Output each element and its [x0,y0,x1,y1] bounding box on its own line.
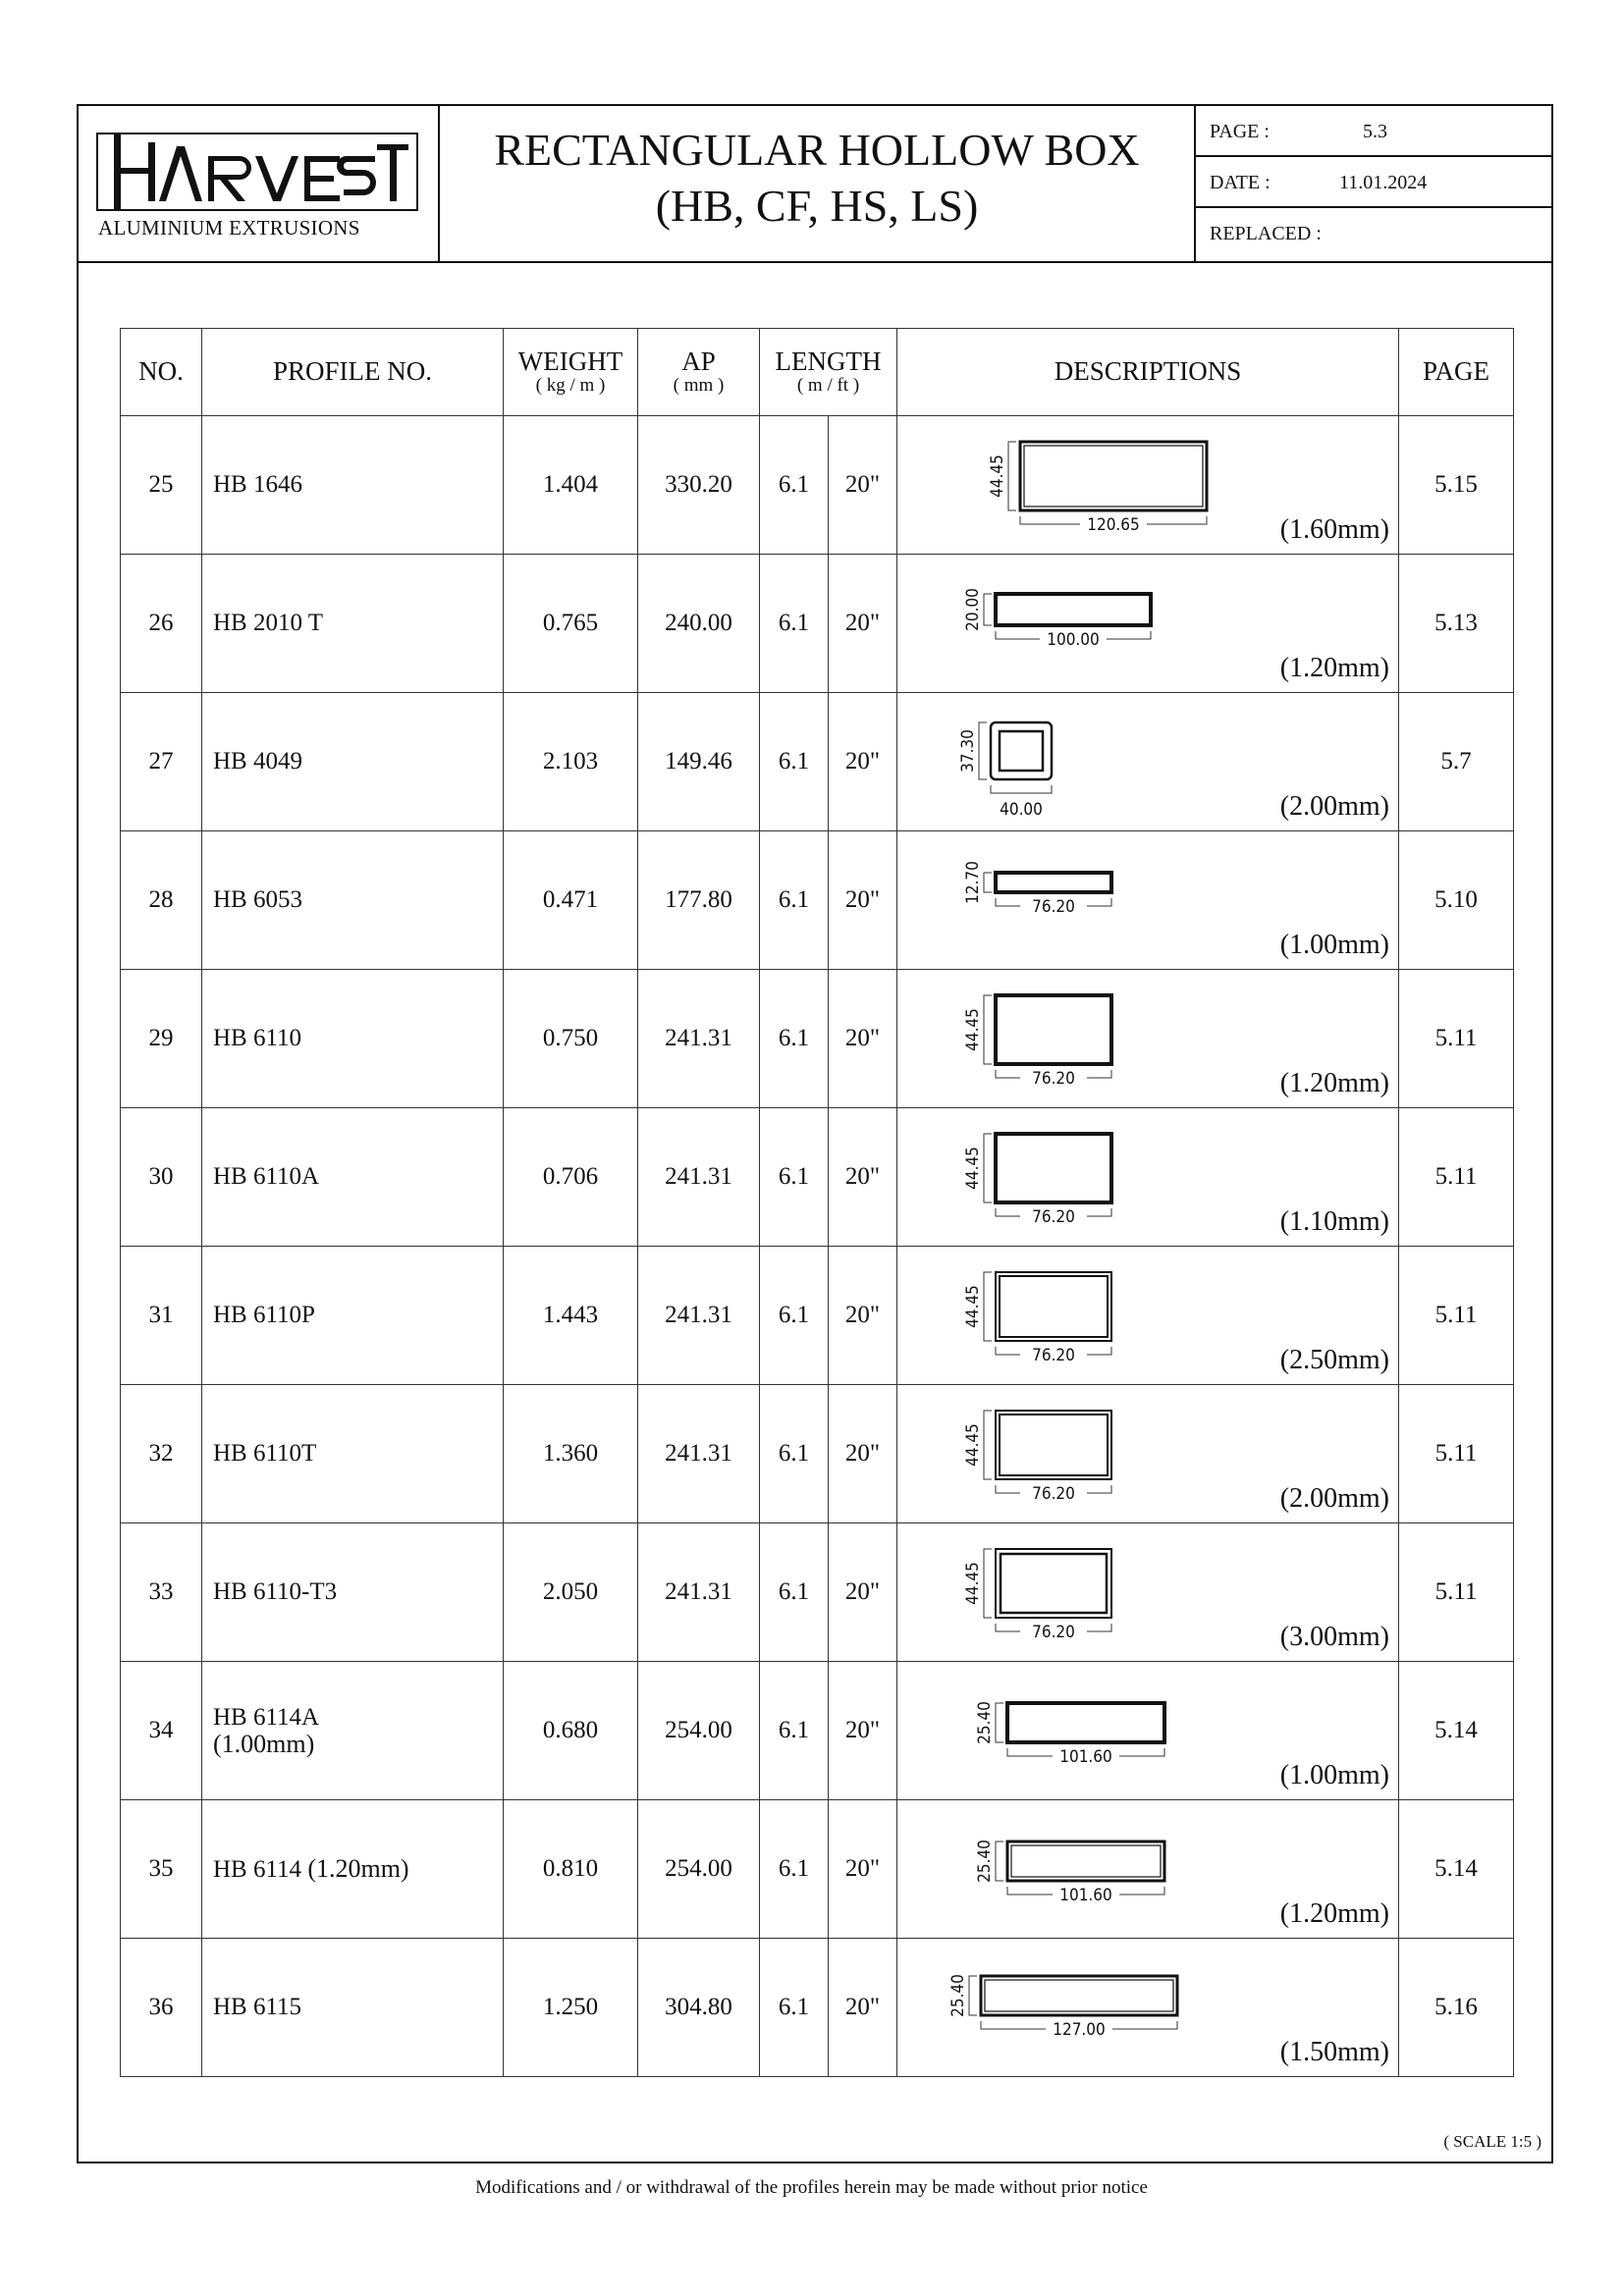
length-m-value: 6.1 [760,555,829,693]
logo-cell [79,106,440,261]
title-line-2: (HB, CF, HS, LS) [655,181,979,231]
row-number: 30 [121,1108,202,1247]
weight-value: 1.360 [504,1385,638,1523]
page-reference: 5.11 [1399,1108,1514,1247]
page-label: PAGE : [1210,121,1270,142]
width-dimension: 101.60 [1059,1886,1112,1905]
profile-drawing [897,1247,1399,1385]
page-reference: 5.10 [1399,831,1514,970]
length-ft-value: 20" [829,693,897,831]
profile-drawing [897,1523,1399,1662]
height-dimension: 20.00 [963,588,984,631]
height-dimension: 12.70 [963,861,984,904]
page-reference: 5.7 [1399,693,1514,831]
length-m-value: 6.1 [760,970,829,1108]
wall-thickness: (1.20mm) [1279,1898,1390,1929]
harvest-logo [96,133,418,211]
width-dimension: 76.20 [1032,1623,1075,1642]
logo-subtitle: ALUMINIUM EXTRUSIONS [98,216,360,240]
length-m-value: 6.1 [760,1523,829,1662]
row-number: 32 [121,1385,202,1523]
weight-value: 0.810 [504,1800,638,1939]
width-dimension: 76.20 [1032,1484,1075,1504]
row-number: 25 [121,416,202,555]
profile-drawing [897,1108,1399,1247]
page-reference: 5.11 [1399,1385,1514,1523]
profile-number: HB 4049 [202,693,504,831]
width-dimension: 76.20 [1032,897,1075,917]
width-dimension: 76.20 [1032,1346,1075,1365]
table-row [121,693,1514,831]
table-row [121,1939,1514,2077]
wall-thickness: (1.60mm) [1279,514,1390,545]
row-number: 36 [121,1939,202,2077]
row-number: 29 [121,970,202,1108]
document-frame [77,104,1553,2163]
row-number: 33 [121,1523,202,1662]
profile-drawing [897,693,1399,831]
height-dimension: 44.45 [988,454,1008,498]
ap-value: 240.00 [638,555,760,693]
length-ft-value: 20" [829,1247,897,1385]
table-row [121,1247,1514,1385]
length-m-value: 6.1 [760,1662,829,1800]
length-m-value: 6.1 [760,1385,829,1523]
length-ft-value: 20" [829,1108,897,1247]
width-dimension: 120.65 [1087,515,1140,535]
table-row [121,1662,1514,1800]
profile-number: HB 6053 [202,831,504,970]
height-dimension: 25.40 [948,1974,969,2017]
table-row [121,1800,1514,1939]
length-m-value: 6.1 [760,831,829,970]
profile-number: HB 6114 (1.20mm) [202,1800,504,1939]
ap-value: 149.46 [638,693,760,831]
col-length: LENGTH ( m / ft ) [760,329,897,416]
profile-note: (1.20mm) [307,1854,409,1883]
width-dimension: 76.20 [1032,1069,1075,1089]
document-title [440,106,1196,261]
weight-value: 1.443 [504,1247,638,1385]
width-dimension: 76.20 [1032,1207,1075,1227]
col-page: PAGE [1399,329,1514,416]
table-header-row [121,329,1514,416]
profile-table [120,328,1514,2077]
ap-value: 254.00 [638,1800,760,1939]
wall-thickness: (2.00mm) [1279,1483,1390,1514]
ap-value: 177.80 [638,831,760,970]
length-m-value: 6.1 [760,1247,829,1385]
wall-thickness: (1.20mm) [1279,1068,1390,1098]
replaced-meta-row [1196,208,1551,259]
profile-drawing [897,970,1399,1108]
weight-value: 0.680 [504,1662,638,1800]
profile-number: HB 6110T [202,1385,504,1523]
profile-drawing [897,1385,1399,1523]
meta-block [1196,106,1551,261]
ap-value: 254.00 [638,1662,760,1800]
weight-value: 1.404 [504,416,638,555]
page-reference: 5.14 [1399,1662,1514,1800]
height-dimension: 44.45 [963,1423,984,1467]
profile-number: HB 6115 [202,1939,504,2077]
table-row [121,555,1514,693]
ap-value: 304.80 [638,1939,760,2077]
length-m-value: 6.1 [760,416,829,555]
height-dimension: 37.30 [958,729,979,773]
length-ft-value: 20" [829,1800,897,1939]
width-dimension: 101.60 [1059,1747,1112,1767]
col-descriptions: DESCRIPTIONS [897,329,1399,416]
weight-value: 0.471 [504,831,638,970]
profile-drawing [897,1939,1399,2077]
height-dimension: 44.45 [963,1147,984,1190]
weight-value: 2.050 [504,1523,638,1662]
profile-drawing [897,1662,1399,1800]
date-meta-row [1196,157,1551,208]
col-weight: WEIGHT ( kg / m ) [504,329,638,416]
profile-number: HB 6110-T3 [202,1523,504,1662]
row-number: 27 [121,693,202,831]
replaced-label: REPLACED : [1210,223,1322,244]
length-ft-value: 20" [829,555,897,693]
height-dimension: 44.45 [963,1285,984,1328]
table-row [121,416,1514,555]
page-reference: 5.13 [1399,555,1514,693]
title-block [79,106,1551,263]
width-dimension: 40.00 [1000,800,1043,820]
length-ft-value: 20" [829,1523,897,1662]
row-number: 26 [121,555,202,693]
wall-thickness: (1.20mm) [1279,653,1390,683]
height-dimension: 44.45 [963,1008,984,1051]
ap-value: 241.31 [638,1385,760,1523]
wall-thickness: (2.00mm) [1279,791,1390,822]
length-ft-value: 20" [829,1662,897,1800]
width-dimension: 127.00 [1053,2020,1106,2040]
length-m-value: 6.1 [760,1108,829,1247]
profile-number: HB 1646 [202,416,504,555]
length-m-value: 6.1 [760,1939,829,2077]
weight-value: 0.706 [504,1108,638,1247]
table-row [121,1385,1514,1523]
date-value: 11.01.2024 [1339,172,1428,193]
harvest-logo-icon [98,134,416,209]
profile-number: HB 6110A [202,1108,504,1247]
scale-note: ( SCALE 1:5 ) [1443,2132,1542,2151]
ap-value: 330.20 [638,416,760,555]
page-reference: 5.11 [1399,970,1514,1108]
wall-thickness: (1.00mm) [1279,1760,1390,1790]
profile-number: HB 2010 T [202,555,504,693]
col-profile: PROFILE NO. [202,329,504,416]
page-reference: 5.11 [1399,1247,1514,1385]
height-dimension: 25.40 [975,1701,996,1744]
title-line-1: RECTANGULAR HOLLOW BOX [494,125,1140,175]
ap-value: 241.31 [638,1247,760,1385]
profile-note: (1.00mm) [213,1730,315,1758]
col-ap: AP ( mm ) [638,329,760,416]
wall-thickness: (1.10mm) [1279,1206,1390,1237]
page-reference: 5.14 [1399,1800,1514,1939]
weight-value: 2.103 [504,693,638,831]
footer-disclaimer: Modifications and / or withdrawal of the profiles herein may be made without prior notice [475,2177,1148,2198]
width-dimension: 100.00 [1047,630,1100,650]
profile-drawing [897,555,1399,693]
ap-value: 241.31 [638,1108,760,1247]
weight-value: 1.250 [504,1939,638,2077]
table-row [121,970,1514,1108]
profile-number: HB 6110 [202,970,504,1108]
length-ft-value: 20" [829,831,897,970]
table-row [121,831,1514,970]
wall-thickness: (3.00mm) [1279,1622,1390,1652]
row-number: 28 [121,831,202,970]
height-dimension: 25.40 [975,1840,996,1883]
row-number: 34 [121,1662,202,1800]
length-m-value: 6.1 [760,1800,829,1939]
page-reference: 5.11 [1399,1523,1514,1662]
profile-number: HB 6114A (1.00mm) [202,1662,504,1800]
profile-drawing [897,1800,1399,1939]
length-ft-value: 20" [829,1939,897,2077]
length-ft-value: 20" [829,970,897,1108]
length-ft-value: 20" [829,1385,897,1523]
date-label: DATE : [1210,172,1271,193]
height-dimension: 44.45 [963,1562,984,1605]
row-number: 35 [121,1800,202,1939]
row-number: 31 [121,1247,202,1385]
ap-value: 241.31 [638,970,760,1108]
ap-value: 241.31 [638,1523,760,1662]
table-row [121,1523,1514,1662]
profile-number: HB 6110P [202,1247,504,1385]
length-m-value: 6.1 [760,693,829,831]
page-meta-row [1196,106,1551,157]
weight-value: 0.765 [504,555,638,693]
page-reference: 5.16 [1399,1939,1514,2077]
table-row [121,1108,1514,1247]
col-no: NO. [121,329,202,416]
weight-value: 0.750 [504,970,638,1108]
profile-drawing [897,416,1399,555]
wall-thickness: (2.50mm) [1279,1345,1390,1375]
page-reference: 5.15 [1399,416,1514,555]
length-ft-value: 20" [829,416,897,555]
page-value: 5.3 [1363,121,1387,142]
wall-thickness: (1.50mm) [1279,2037,1390,2067]
wall-thickness: (1.00mm) [1279,930,1390,960]
profile-drawing [897,831,1399,970]
